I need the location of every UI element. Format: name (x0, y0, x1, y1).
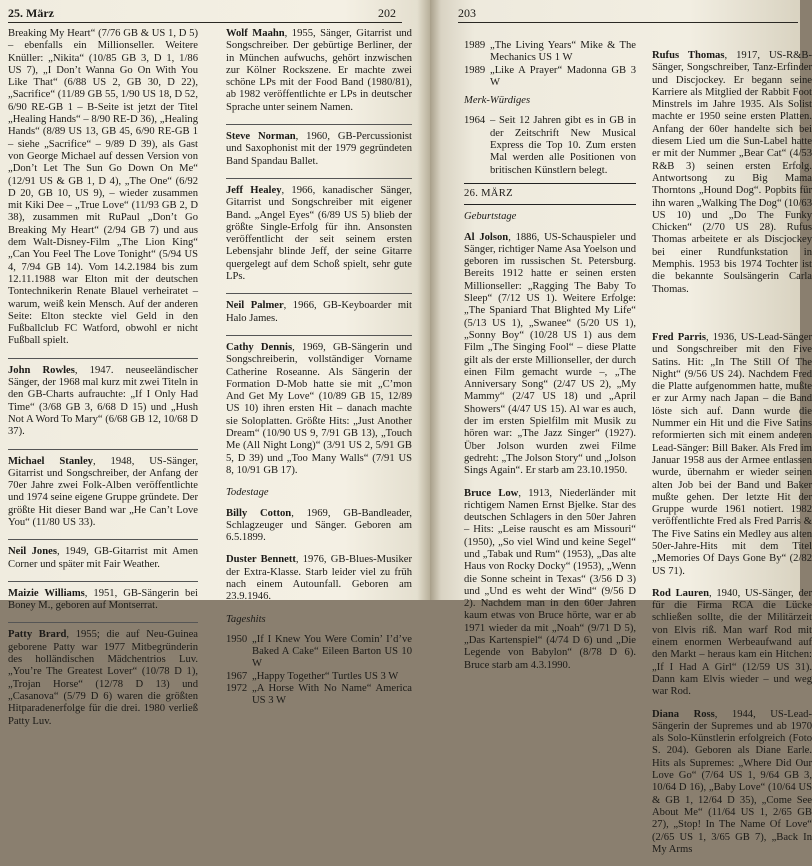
entry-text: Breaking My Heart“ (7/76 GB & US 1, D 5) – ebenfalls ein Millionseller. Weitere Knüller: „Nikita“ (10/85 GB 3, D 1, 1/86 US 7), „I Don’t Wanna Go On With You Like That“ (6/88 US 2, GB 30, D 22), „Sacrifice“ (11/89 GB 55, 1/90 US 18, D 52, 6/90 RE-GB 1 – B-Seite ist jetzt der Titel „Healing Hands“ – 8/90 RE-D 36), „Healing Hands“ (8/89 US 13, GB 45, 6/90 RE-GB 1 – siehe „Sacrifice“ – 9/89 D 39), als Gast von George Michael auf dessen Version von „Don’t Let The Sun Go Down On Me“ (12/91 US & GB 1, D 4), „The One“ (6/92 D 20, GB 10, US 9), – wieder zusammen mit Kiki Dee – „True Love“ (11/93 GB 2, D 38), zusammen mit RuPaul „Don’t Go Breaking My Heart“ (2/94 GB 7) und aus dem Walt-Disney-Film „The Lion King“ „Can You Feel The Love Tonight“ (5/94 US 4, 7/94 GB 14). Vom 14.2.1984 bis zum 12.11.1988 war Elton mit der deutschen Tontechnikerin Renate Blauel verheiratet – warum, weiß kein Mensch. Auf der anderen Seite: Elton steckte viel Geld in den Fußballclub FC Watford, obwohl er nicht Fußball spielt. (8, 28, 198, 347)
entry-text: , 1940, US-Sänger, der für die Firma RCA die Lücke schließen sollte, die der Militärzeit von Elvis riß. Man warf Rod mit einem enormen Werbeaufwand auf den Markt – heraus kam ein Hitchen: „If I Had A Girl“ (12/59 US 31). Dann kam Elvis wieder – und weg war Rod. (652, 587, 812, 698)
page-number-right: 203 (458, 6, 476, 20)
entry-rule (8, 358, 198, 359)
section-rule (464, 204, 636, 205)
year: 1989 (464, 64, 486, 76)
entry (226, 131, 412, 168)
left-column-1 (8, 28, 198, 738)
entry (652, 332, 812, 578)
entry-text: , 1913, Niederländer mit richtigem Namen Ernst Bjelke. Star des deutschen Schlagers in den 50er Jahren – Hits: „Leise rauscht es am Missouri“ (1950), „So viel Wind und keine Segel“ und „Tabak und Rum“ (1953), „Das alte Haus von Rocky Docky“ (1953), „Wenn die Sonne scheint in Texas“ (3/56 D 3) und „Und es weht der Wind“ (9/56 D 2). Nachdem man in den 60er Jahren kaum etwas von Bruce hörte, war er ab 1971 wieder da mit „Noah“ (9/71 D 5), „Das Kartenspiel“ (4/74 D 6) und „Die Legende von Babylon“ (8/78 D 6). Bruce starb am 4.3.1990. (464, 487, 636, 671)
year-text: „If I Knew You Were Comin’ I’d’ve Baked A Cake“ Eileen Barton US 10 W (252, 633, 412, 670)
entry-name: Cathy Dennis (226, 341, 293, 353)
year-list (464, 115, 636, 176)
entry (8, 365, 198, 439)
entry (8, 546, 198, 571)
entry-text: , 1960, GB-Percussionist und Saxophonist mit der 1979 gegründeten Band Spandau Ballet. (226, 131, 412, 167)
entry-text: , 1936, US-Lead-Sänger und Songschreiber mit den Five Satins. Hit: „In The Still Of The Night“ (9/56 US 24). Nachdem Fred die Platte aufgenommen hatte, mußte er zur Army nach Japan – die Band löste sich auf. Dann wurde die Nummer ein Hit und die Five Satins reformierten sich mit einem anderen Lead-Sänger: Bill Baker. Als Fred im Januar 1958 aus der Armee entlassen wurde, übernahm er wieder seinen alten Job bei der Band und Baker mußte gehen. Der letzte Hit der Gruppe wurde 1961 notiert. 1982 veröffentlichte Fred als Fred Parris & The Five Satins ein Medley aus alten 50er-Jahre-Hits mit dem Titel „Memories Of Days Gone By“ (2/82 US 71). (652, 331, 812, 577)
year-row (226, 634, 412, 671)
year: 1972 (226, 683, 248, 695)
year: 1967 (226, 670, 248, 682)
entry (464, 488, 636, 672)
left-page (0, 0, 430, 727)
entry (8, 588, 198, 613)
year-text: „The Living Years“ Mike & The Mechanics US 1 W (490, 40, 636, 64)
entry-text: , 1969, GB-Bandleader, Schlagzeuger und Sänger. Geboren am 6.5.1899. (226, 507, 412, 544)
entry-name: John Rowles (8, 364, 75, 376)
entry-text: , 1966, kanadischer Sänger, Gitarrist und Songschreiber mit eigener Band. „Angel Eyes“ (6/89 US 5) blieb der größte Single-Erfolg für ihn. Ansonsten veröffentlicht der seit seinem ersten Lebensjahr blinde Jeff, der seine Gitarre quergelegt auf dem Schoß spielt, sehr gute LPs. (226, 184, 412, 283)
entry-name: Diana Ross (652, 708, 715, 720)
entry (464, 232, 636, 478)
entry-rule (226, 293, 412, 294)
entry (8, 456, 198, 530)
year-row (226, 683, 412, 708)
entry (8, 629, 198, 727)
entry-text: , 1966, GB-Keyboarder mit Halo James. (226, 300, 412, 324)
entry-name: Jeff Healey (226, 184, 282, 196)
entry-rule (8, 622, 198, 623)
header-rule (458, 22, 798, 23)
spacer (652, 306, 812, 332)
running-head: 25. März (8, 6, 54, 20)
entry-text: , 1951, GB-Sängerin bei Boney M., geboren auf Montserrat. (8, 587, 198, 612)
right-column-2 (652, 50, 812, 866)
entry (226, 28, 412, 114)
year-text: „A Horse With No Name“ America US 3 W (252, 683, 412, 707)
entry-text: , 1947. neuseeländischer Sänger, der 1968 mal kurz mit zwei Titeln in den GB-Charts aufrauchte: „If I Only Had Time“ (3/68 GB 3, 6/68 D 15) und „Hush Not A Word To Mary“ (6/68 GB 12, 10/68 D 37). (8, 364, 198, 438)
entry (226, 508, 412, 545)
entry-name: Billy Cotton (226, 507, 292, 519)
entry (226, 300, 412, 325)
year-list (464, 40, 636, 89)
year-text: „Like A Prayer“ Madonna GB 3 W (490, 64, 636, 88)
entry-text: , 1976, GB-Blues-Musiker der Extra-Klasse. Starb leider viel zu früh nach einem Autounfall. Geboren am 23.9.1946. (226, 554, 412, 603)
entry-rule (8, 449, 198, 450)
header-rule (8, 22, 402, 23)
entry-name: Bruce Low (464, 487, 519, 499)
entry-text: , 1955; die auf Neu-Guinea geborene Patty war 1977 Mitbegründerin des holländischen Mädchentrios Luv. „You’re The Greatest Lover“ (10/78 D 1), „Trojan Horse“ (12/78 D 13) und „Casanova“ (5/79 D 6) waren die größten Hitparadenerfolge für die drei. 1980 verließ Patty Luv. (8, 629, 198, 727)
entry-name: Neil Palmer (226, 300, 284, 312)
entry-name: Neil Jones (8, 546, 57, 558)
entry-name: Maizie Williams (8, 587, 85, 599)
entry-name: Wolf Maahn (226, 28, 285, 39)
entry-name: Patty Brard (8, 629, 67, 641)
entry-text: , 1917, US-R&B-Sänger, Songschreiber, Tanz-Erfinder und Discjockey. Er begann seine Karriere als Mitglied der Rabbit Foot Minstrels im Jahre 1935. Als Solist machte er 1950 seine ersten Platten. Anfang der 60er handelte sich bei diesem Lied um die Sun-Label hatte er mit der Nummer „Bear Cat“ (4/53 R&B 3) seinen ersten Erfolg. Antwortsong zu Big Mama Thorntons „Hound Dog“. Popbits für ihn waren „Walking The Dog“ (10/63 US 10) und „Do The Funky Chicken“ (2/70 US 28). Rufus Thomas arbeitete er als Discjockey bei einer Rundfunkstation in Memphis. 1953 bis 1974 Tochter ist die bekannte Soulsängerin Carla Thomas. (652, 50, 812, 295)
year-text: – Seit 12 Jahren gibt es in GB in der Zeitschrift New Musical Express die Top 10. Zum ersten Mal werden alle Positionen von britischen Künstlern belegt. (490, 115, 636, 176)
entry-rule (8, 539, 198, 540)
entry-name: Michael Stanley (8, 455, 93, 467)
section-label-tageshits: Tageshits (226, 613, 266, 625)
entry (652, 709, 812, 857)
entry (652, 588, 812, 699)
section-rule (464, 183, 636, 184)
entry (226, 185, 412, 283)
entry (226, 342, 412, 477)
page-number-left: 202 (378, 6, 396, 20)
year: 1950 (226, 633, 248, 645)
entry-rule (226, 124, 412, 125)
year-row (464, 65, 636, 90)
right-column-1 (464, 40, 636, 682)
entry-name: Steve Norman (226, 131, 296, 143)
entry-text: , 1948, US-Sänger, Gitarrist und Songschreiber, der Anfang der 70er Jahre zwei Folk-Alben veröffentlichte und 1974 seine eigene Gruppe gründete. Der größte Hit dieser Band war „He Can’t Love You“ (11/80 US 33). (8, 455, 198, 528)
entry-rule (8, 581, 198, 582)
entry-name: Rufus Thomas (652, 50, 725, 61)
year-row (464, 115, 636, 176)
entry-name: Al Jolson (464, 231, 509, 243)
entry-text: , 1886, US-Schauspieler und Sänger, richtiger Name Asa Yoelson und geboren im russischen St. Petersburg. Bereits 1912 hatte er seinen ersten Millionseller: „Ragging The Baby To Sleep“ (7/12 US 1). Weitere Erfolge: „The Spaniard That Blighted My Life“ (5/13 US 1), „Swanee“ (5/20 US 1), „Sonny Boy“ (10/28 US 1) aus dem Film „The Singing Fool“ – diese Platte gilt als der erste Millionseller, der durch einen Film gemacht wurde –, „The Anniversary Song“ (2/47 US 2), „My Mammy“ (2/47 US 18) und „April Showers“ (4/47 US 15). Al war es auch, der im ersten Spielfilm mit Musik zu hören war: „The Jazz Singer“ (1927). Über Jolson wurden zwei Filme gedreht: „The Jolson Story“ und „Jolson Sings Again“. Er starb am 23.10.1950. (464, 231, 636, 477)
entry-rule (226, 178, 412, 179)
entry (226, 554, 412, 603)
entry-text: , 1955, Sänger, Gitarrist und Songschreiber. Der gebürtige Berliner, der in München aufwuchs, gehört inzwischen zur Kölner Rockszene. Er machte zwei schöne LPs mit der Food Band (1980/81), ab 1982 veröffentlichte er LPs in deutscher Sprache unter seinem Namen. (226, 28, 412, 113)
year-row (464, 40, 636, 65)
year-text: „Happy Together“ Turtles US 3 W (252, 670, 399, 682)
year-row (226, 671, 412, 683)
right-page (430, 0, 812, 855)
section-label-geburtstage: Geburtstage (464, 211, 517, 223)
entry-name: Duster Bennett (226, 554, 296, 566)
left-column-2 (226, 28, 412, 714)
entry (652, 50, 812, 296)
entry-name: Rod Lauren (652, 587, 709, 599)
section-label-merkwuerdiges: Merk-Würdiges (464, 95, 531, 107)
entry-text: , 1944, US-Lead-Sängerin der Supremes und ab 1970 als Solo-Künstlerin erfolgreich (Foto S. 204). Geboren als Diane Earle. Hits als Supremes: „Where Did Our Love Go“ (7/64 US 1, 9/64 GB 3, 10/64 D 16), „Baby Love“ (10/64 US & GB 1, 12/64 D 35), „Come See About Me“ (11/64 US 1, 2/65 GB 27), „Stop! In The Name Of Love“ (2/65 US 1, 3/65 GB 7), „Back In My Arms (652, 708, 812, 855)
entry-text: , 1949, GB-Gitarrist mit Amen Corner und später mit Fair Weather. (8, 546, 198, 570)
year: 1964 (464, 115, 486, 127)
entry-rule (226, 335, 412, 336)
year: 1989 (464, 40, 486, 51)
section-label-todestage: Todestage (226, 487, 269, 499)
entry (8, 28, 198, 348)
entry-text: , 1969, GB-Sängerin und Songschreiberin, vollständiger Vorname Catherine Roseanne. Als Sängerin der Formation D-Mob hatte sie mit „C’mon And Get My Love“ (10/89 GB 15, 12/89 US 10) ihren ersten Hit – danach machte sie Soloplatten. Größte Hits: „Just Another Dream“ (10/90 US 9, 7/91 GB 13), „Touch Me (All Night Long)“ (3/91 US 2, 5/91 GB 5, D 39) und „Too Many Walls“ (7/91 US 8, 10/91 GB 17). (226, 341, 412, 476)
year-list (226, 634, 412, 708)
date-heading: 26. MÄRZ (464, 187, 513, 199)
entry-name: Fred Parris (652, 331, 706, 343)
